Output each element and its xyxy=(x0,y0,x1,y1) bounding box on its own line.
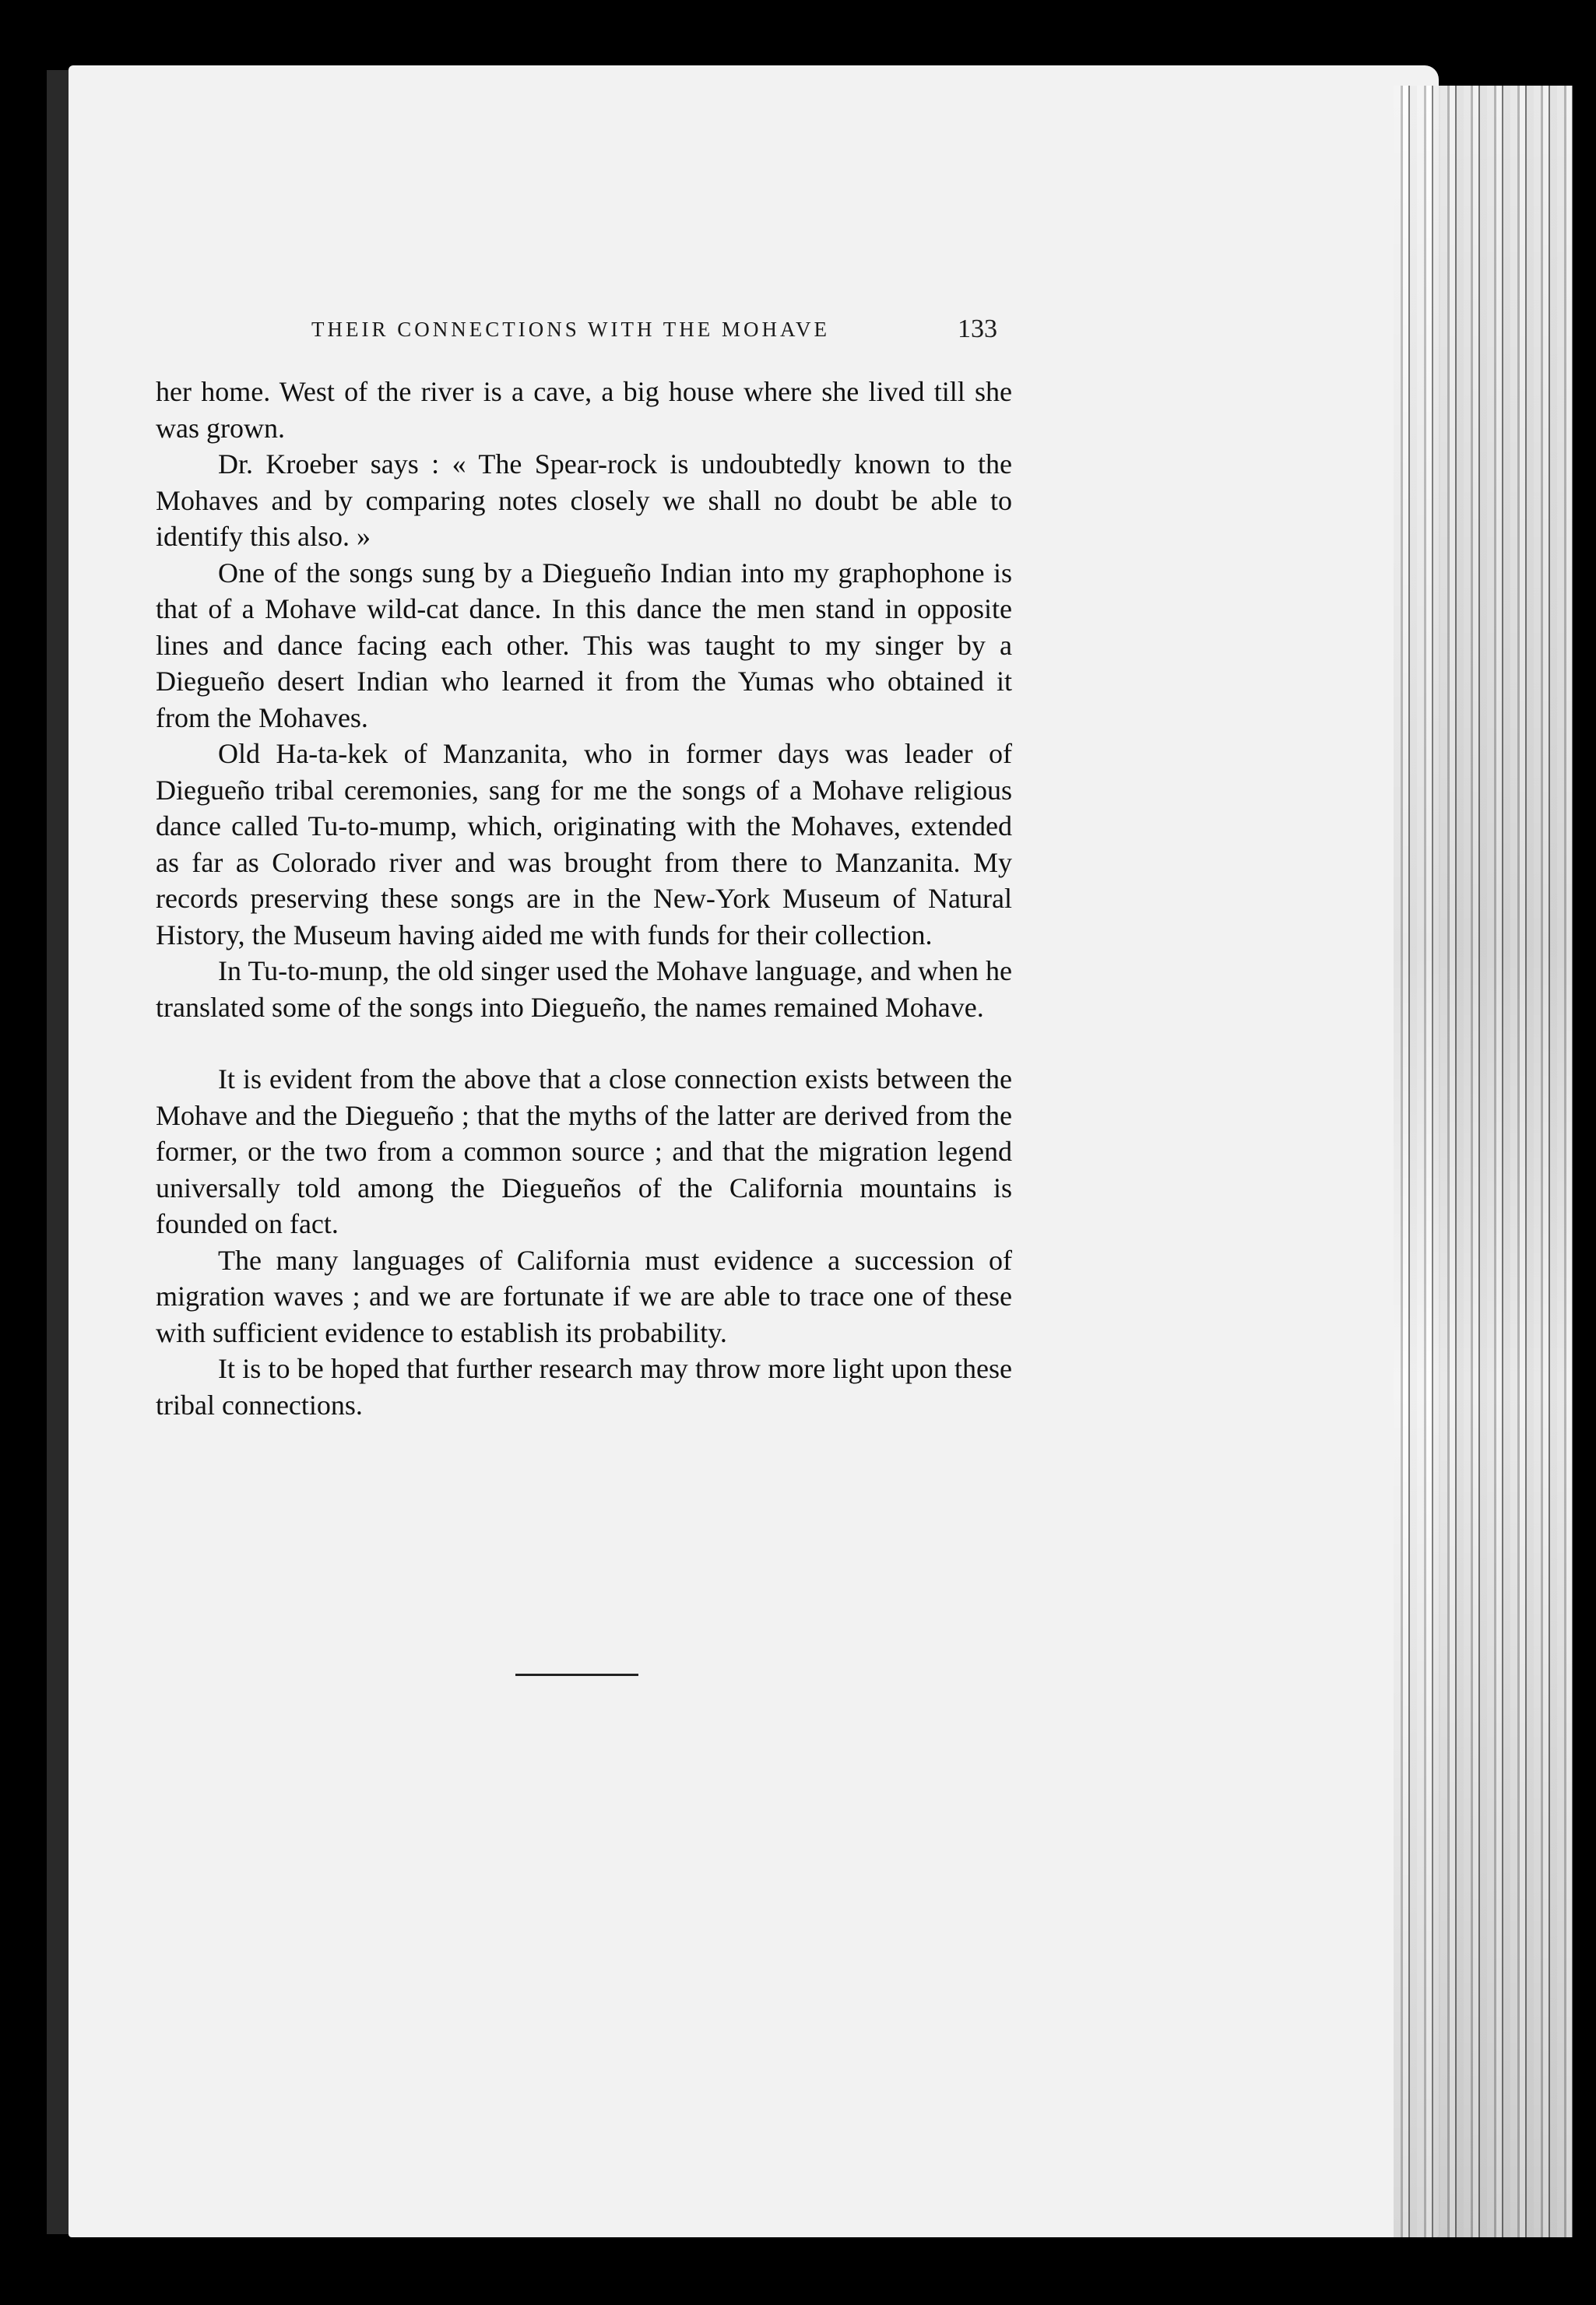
page-number: 133 xyxy=(958,314,997,343)
paragraph-5: In Tu-to-munp, the old singer used the Mohave language, and when he translated some of the songs into Diegueño, the names remained Mohave. xyxy=(156,955,1012,1023)
running-header: THEIR CONNECTIONS WITH THE MOHAVE xyxy=(311,318,830,341)
page-edge-shadow xyxy=(1394,86,1573,2250)
end-rule xyxy=(515,1674,638,1676)
paragraph-3: One of the songs sung by a Diegueño Indian into my graphophone is that of a Mohave wild-cat dance. In this dance the men stand in opposite lines and dance facing each other. This was taught to my singer by a Diegueño desert Indian who learned it from the Yumas who obtained it from the Mohaves. xyxy=(156,557,1012,733)
paragraph-4: Old Ha-ta-kek of Manzanita, who in former days was leader of Diegueño tribal ceremonies, sang for me the songs of a Mohave religious dance called Tu-to-mump, which, originating with the Mohaves, extended as far as Colorado river and was brought from there to Manzanita. My records preserving these songs are in the New-York Museum of Natural History, the Museum having aided me with funds for their collection. xyxy=(156,738,1012,950)
paragraph-8: It is to be hoped that further research may throw more light upon these tribal connections. xyxy=(156,1353,1012,1421)
scan-border-bottom xyxy=(0,2237,1596,2305)
body-text xyxy=(156,374,1012,1423)
paragraph-1: her home. West of the river is a cave, a big house where she lived till she was grown. xyxy=(156,376,1012,444)
book-spine xyxy=(47,70,70,2234)
paragraph-2: Dr. Kroeber says : « The Spear-rock is undoubtedly known to the Mohaves and by comparing notes closely we shall no doubt be able to identify this also. » xyxy=(156,448,1012,552)
paragraph-7: The many languages of California must evidence a succession of migration waves ; and we are fortunate if we are able to trace one of these with sufficient evidence to establish its probability. xyxy=(156,1244,1012,1348)
paragraph-6: It is evident from the above that a close connection exists between the Mohave and the Diegueño ; that the myths of the latter are derived from the former, or the two from a common source ; and that the migration legend universally told among the Diegueños of the California mountains is founded on fact. xyxy=(156,1063,1012,1239)
